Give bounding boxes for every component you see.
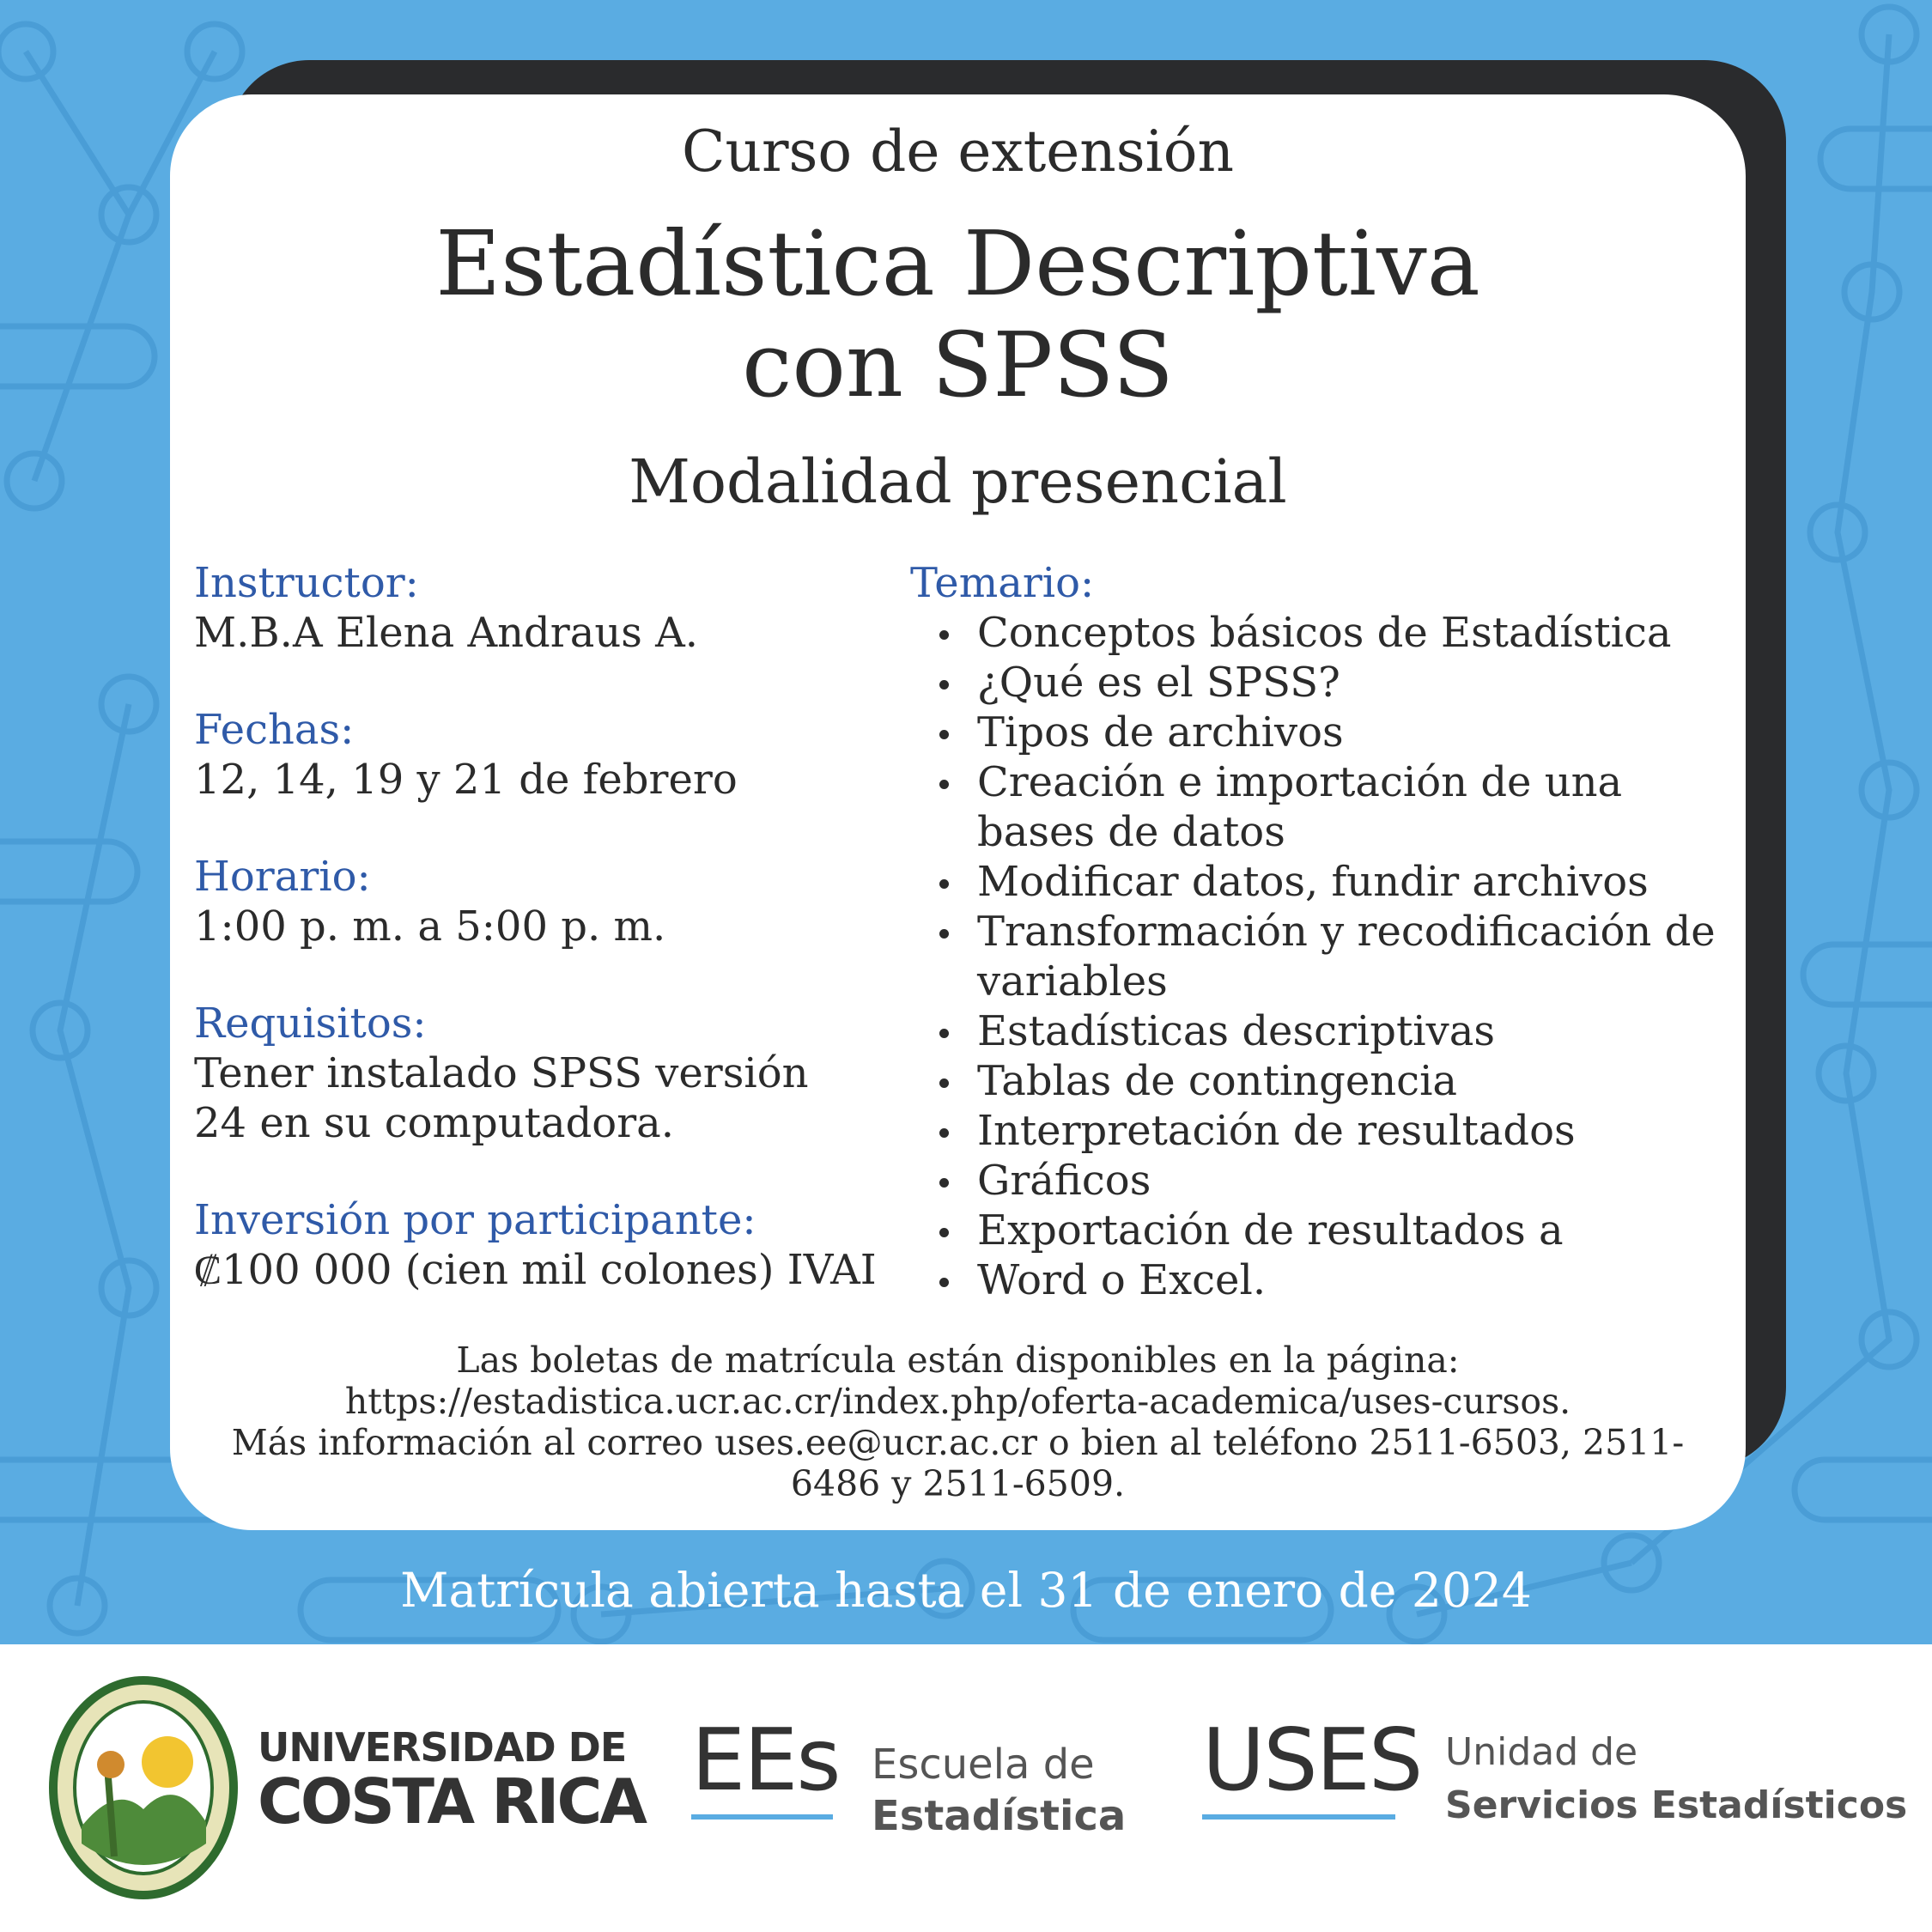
registration-info [204,1340,1711,1504]
ees-name-line2: Estadística [872,1792,1127,1840]
course-type: Curso de extensión [681,118,1235,185]
dates-block [194,705,915,805]
schedule-block [194,852,915,951]
list-item: Exportación de resultados a [910,1206,1735,1255]
ees-name-line1: Escuela de [872,1741,1095,1789]
list-item: Estadísticas descriptivas [910,1006,1735,1056]
list-item: Interpretación de resultados [910,1106,1735,1156]
logo-bar [0,1644,1932,1932]
syllabus-label: Temario: [910,559,1095,607]
list-item: Modificar datos, fundir archivos [910,857,1735,907]
course-title-line1: Estadística Descriptiva [435,211,1480,316]
course-modality: Modalidad presencial [629,447,1287,517]
requirements-label: Requisitos: [194,999,427,1048]
instructor-block [194,558,915,658]
dates-value: 12, 14, 19 y 21 de febrero [194,756,738,804]
registration-line1: Las boletas de matrícula están disponibles en la página: [456,1340,1460,1381]
uses-abbreviation: USES [1202,1710,1422,1810]
uses-name-line1: Unidad de [1445,1730,1638,1774]
course-title [170,213,1746,416]
ucr-name-line2: COSTA RICA [258,1765,646,1838]
fee-label: Inversión por participante: [194,1196,756,1244]
contact-line2: 6486 y 2511-6509. [790,1463,1126,1504]
list-item: ¿Qué es el SPSS? [910,658,1735,708]
requirements-line1: Tener instalado SPSS versión [194,1049,809,1097]
course-details [194,558,915,1342]
list-item: Conceptos básicos de Estadística [910,608,1735,658]
requirements-block [194,999,915,1148]
ees-underline [691,1814,833,1820]
ees-wordmark [872,1739,1126,1842]
course-title-line2: con SPSS [742,313,1174,417]
instructor-label: Instructor: [194,559,419,607]
uses-wordmark [1445,1726,1907,1832]
uses-name-line2: Servicios Estadísticos [1445,1783,1908,1827]
requirements-line2: 24 en su computadora. [194,1099,675,1147]
info-card [170,94,1746,1530]
enrollment-deadline: Matrícula abierta hasta el 31 de enero de 2024 [400,1563,1532,1618]
schedule-value: 1:00 p. m. a 5:00 p. m. [194,902,666,951]
uses-underline [1202,1814,1395,1820]
schedule-label: Horario: [194,853,371,901]
instructor-value: M.B.A Elena Andraus A. [194,609,699,657]
list-item: Word o Excel. [910,1255,1735,1305]
list-item: Tablas de contingencia [910,1056,1735,1106]
registration-link[interactable]: https://estadistica.ucr.ac.cr/index.php/oferta-academica/uses-cursos. [344,1381,1571,1422]
uses-logo [1202,1710,1422,1820]
ucr-seal-icon [47,1672,240,1904]
list-item: Tipos de archivos [910,708,1735,757]
syllabus [910,558,1735,1305]
syllabus-list [910,608,1735,1305]
contact-line1: Más información al correo uses.ee@ucr.ac.cr o bien al teléfono 2511-6503, 2511- [231,1422,1685,1463]
fee-block [194,1195,915,1295]
dates-label: Fechas: [194,706,355,754]
fee-value: ₡100 000 (cien mil colones) IVAI [194,1246,877,1294]
ees-logo [691,1710,840,1820]
ees-abbreviation: EEs [691,1710,840,1810]
list-item: Gráficos [910,1156,1735,1206]
ucr-wordmark [258,1724,646,1838]
ucr-name-line1: UNIVERSIDAD DE [258,1724,627,1771]
list-item: Transformación y recodificación de variables [910,907,1735,1006]
list-item: Creación e importación de una bases de datos [910,757,1735,857]
